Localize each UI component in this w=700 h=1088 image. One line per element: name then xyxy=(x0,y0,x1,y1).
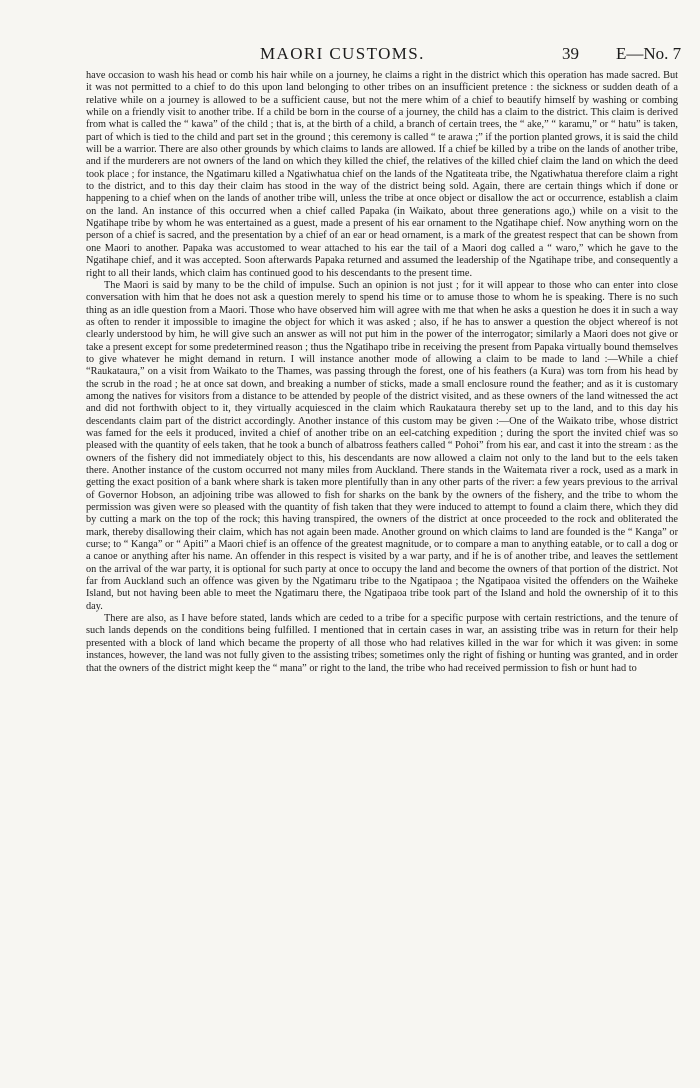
running-title: MAORI CUSTOMS. xyxy=(260,44,425,63)
page-header xyxy=(86,44,682,70)
paragraph-ceded-lands: There are also, as I have before stated, lands which are ceded to a tribe for a specific purpose with certain restrictions, and the tenure of such lands depends on the conditions being fulfilled. I mentioned that in certain cases in war, an assisting tribe was in return for their help presented with a block of land which became the property of all those who had relatives killed in the war for which it was given: in some instances, however, the land was not fully given to the assisting tribes; sometimes only the right of fishing or hunting was granted, and in order that the owners of the district might keep the “ mana” or right to the land, the tribe who had received permission to fish or hunt had to xyxy=(86,613,678,674)
paragraph-maori-impulse: The Maori is said by many to be the child of impulse. Such an opinion is not just ; for it will appear to those who can enter into close conversation with him that he does not ask a question merely to spend his time or to amuse those to whom he is speaking. There is no such thing as an idle question from a Maori. Those who have observed him will agree with me that when he asks a question he does it in such a way as often to render it impossible to imagine the object for which it was asked ; also, if he has to answer a question the object whereof is not clearly understood by him, he will give such an answer as will not put him in the power of the interrogator; similarly a Maori does not give or take a present except for some predetermined reason ; thus the Ngatihapo tribe in receiving the present from Papaka virtually bound themselves to give whatever he might demand in return. I will instance another mode of allowing a claim to be made to land :—While a chief “Raukataura,” on a visit from Waikato to the Thames, was passing through the forest, one of his feathers (a Kura) was torn from his head by the scrub in the road ; he at once sat down, and breaking a number of sticks, made a small enclosure round the feather; and as it is customary among the natives for visitors from a distance to be attended by people of the district visited, and as these owners of the land witnessed the act and did not forthwith object to it, they virtually acquiesced in the claim which Raukataura thereby set up to the land, and to this day his descendants claim part of the district accordingly. Another instance of this custom may be given :—One of the Waikato tribe, whose district was famed for the eels it produced, invited a chief of another tribe on an eel-catching expedition ; during the sport the invited chief was so pleased with the quantity of eels taken, that he took a bunch of albatross feathers called “ Pohoi” from his ear, and cast it into the stream : as the owners of the fishery did not immediately object to this, his descendants are now allowed a claim not only to the land but to the eels taken there. Another instance of the custom occurred not many miles from Auckland. There stands in the Waitemata river a rock, used as a mark in getting the exact position of a bank where shark is taken more plentifully than in any other parts of the river: a few years previous to the arrival of Governor Hobson, an adjoining tribe was allowed to fish for sharks on the bank by the owners of the fishery, and the tribe to whom the permission was given were so pleased with the quantity of fish taken that they were induced to attempt to found a claim there, which they did by cutting a mark on the top of the rock; this having transpired, the owners of the district at once proceeded to the rock and obliterated the mark, thereby disallowing their claim, which has not again been made. Another ground on which claims to land are founded is the “ Kanga” or curse; to “ Kanga” or “ Apiti” a Maori chief is an offence of the greatest magnitude, or to compare a man to anything eatable, or to call a dog or a canoe or anything after his name. An offender in this respect is visited by a war party, and if he is of another tribe, and leaves the settlement on the arrival of the war party, it is optional for such party at once to occupy the land and become the owners of that portion of the district. Not far from Auckland such an offence was given by the Ngatimaru tribe to the Ngatipaoa ; the Ngatipaoa visited the offenders on the Waiheke Island, but not having been able to meet the Ngatimaru there, the Ngatipaoa tribe took part of the Island and hold the ownership of it to this day. xyxy=(86,279,678,612)
paragraph-continuation: have occasion to wash his head or comb his hair while on a journey, he claims a right in the district which this operation has made sacred. But it was not permitted to a chief to do this upon land belonging to other tribes on an insufficient pretence : the sickness or sudden death of a relative while on a journey is allowed to be a sufficient cause, but not the mere whim of a chief to beautify himself by washing or combing while on a friendly visit to another tribe. If a child be born in the course of a journey, the child has a claim to the district. This claim is derived from what is called the “ kawa” of the child ; that is, at the birth of a child, a branch of certain trees, the “ ake,” “ karamu,” or “ hatu” is taken, part of which is tied to the child and part set in the ground ; this ceremony is called “ te arawa ;” if the portion planted grows, it is said the child will be a warrior. There are also other grounds by which claims to lands are allowed. If a chief be killed by a tribe on the lands of another tribe, and if the murderers are not owners of the land on which they killed the chief, the relatives of the killed chief claim the land on which the deed took place ; for instance, the Ngatimaru killed a Ngatiwhatua chief on the lands of the Ngatiteata tribe, the Ngatiwhatua therefore claim a right to the district, and to this day their claim has stood in the way of the district being sold. Again, there are certain things which if done or happening to a chief when on the lands of another tribe will, unless the tribe at once object or disallow the act or occurrence, establish a claim on the land. An instance of this occurred when a chief called Papaka (in Waikato, about three generations ago,) while on a visit to the Ngatihape tribe by whom he was entertained as a guest, made a present of his ear ornament to the Ngatihape chief. Now anything worn on the person of a chief is sacred, and the presentation by a chief of an ear or head ornament, is a mark of the greatest respect that can be shown from one Maori to another. Papaka was accustomed to wear attached to his ear the tail of a Maori dog called a “ waro,” which he gave to the Ngatihape chief, and it was accepted. Soon afterwards Papaka returned and assumed the leadership of the Ngatihape tribe, and consequently a right to all their lands, which claim has continued good to his descendants to the present time. xyxy=(86,70,678,279)
document-reference: E—No. 7 xyxy=(616,44,682,63)
document-page xyxy=(86,44,682,1074)
body-text xyxy=(86,70,678,675)
page-number: 39 xyxy=(562,44,579,63)
